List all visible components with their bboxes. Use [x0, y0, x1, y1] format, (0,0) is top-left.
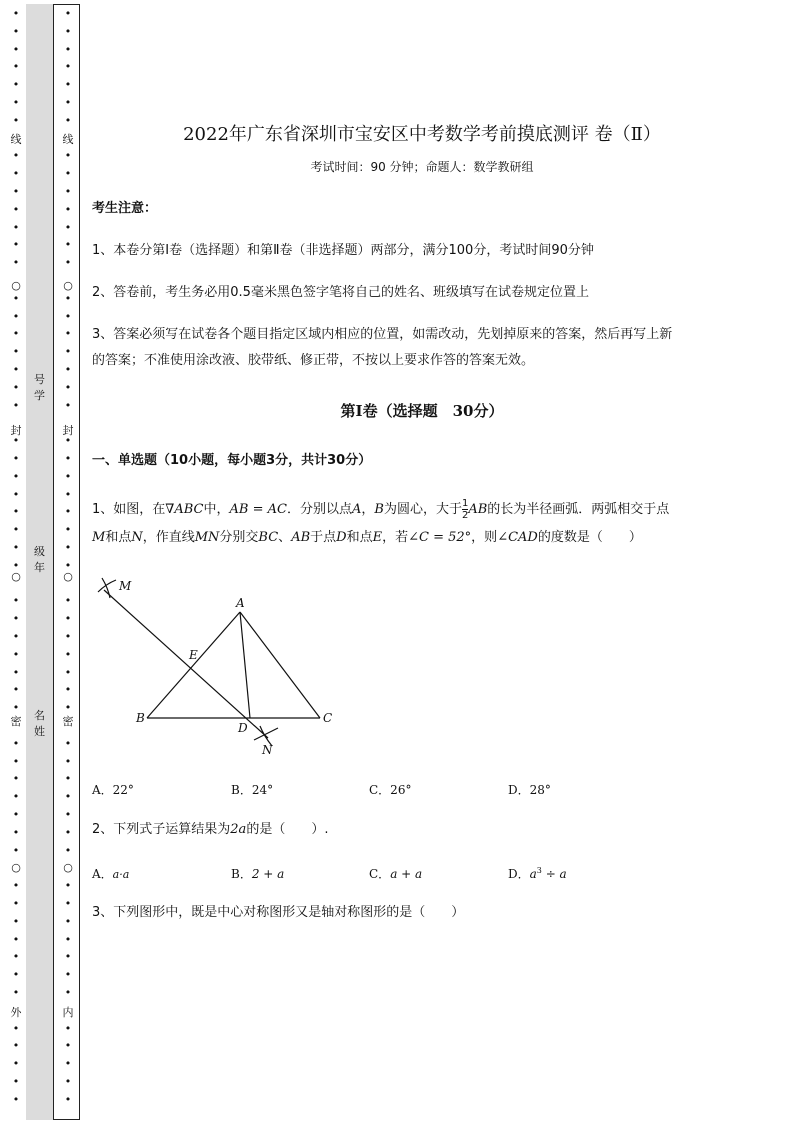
binding-dot: • [12, 683, 20, 697]
binding-dot: • [64, 469, 72, 483]
binding-dot: • [12, 772, 20, 786]
binding-dot: • [12, 469, 20, 483]
question-3: 3、下列图形中，既是中心对称图形又是轴对称图形的是（ ） [92, 905, 465, 920]
binding-dot: • [64, 487, 72, 501]
binding-dot: • [64, 736, 72, 750]
binding-dot: • [64, 309, 72, 323]
side-ac [240, 612, 320, 718]
binding-dot: • [12, 487, 20, 501]
binding-dot: • [12, 24, 20, 38]
notice-heading: 考生注意： [92, 201, 158, 216]
q1-option-d[interactable]: D．28° [508, 783, 551, 797]
binding-dot: • [64, 60, 72, 74]
binding-dot: • [64, 256, 72, 270]
binding-dot: • [12, 185, 20, 198]
binding-dot: • [12, 309, 20, 323]
binding-dot: • [12, 238, 20, 252]
binding-dot: • [12, 149, 20, 163]
binding-dot: • [64, 558, 72, 572]
question-1 [92, 496, 752, 552]
binding-dot: • [12, 78, 20, 92]
binding-dot: • [12, 558, 20, 572]
binding-dot: • [12, 113, 20, 127]
binding-label: 密 [62, 715, 74, 728]
q2-option-a[interactable]: A．a·a [92, 867, 130, 881]
binding-dot: • [64, 220, 72, 234]
binding-dot: • [64, 1057, 72, 1071]
binding-dot: • [64, 434, 72, 448]
inner-dotted-column [58, 0, 78, 1123]
binding-label: 外 [10, 1006, 22, 1019]
arc-m-1 [98, 580, 116, 592]
notice-item-3 [92, 322, 752, 374]
binding-circle: ○ [63, 279, 73, 292]
binding-dot: • [12, 167, 20, 181]
binding-dot: • [64, 202, 72, 216]
binding-dot: • [12, 434, 20, 448]
binding-dot: • [64, 790, 72, 804]
binding-label: 密 [10, 715, 22, 728]
binding-dot: • [64, 897, 72, 910]
binding-dot: • [64, 1039, 72, 1053]
binding-dot: • [64, 1075, 72, 1088]
label-b: B [136, 711, 145, 725]
binding-margin [0, 0, 82, 1123]
binding-dot: • [64, 96, 72, 109]
q2-option-d[interactable]: D．$a^3 \div a$ [508, 866, 567, 881]
binding-dot: • [64, 754, 72, 768]
binding-dot: • [12, 914, 20, 928]
binding-dot: • [12, 665, 20, 679]
binding-dot: • [64, 505, 72, 519]
binding-label: 线 [10, 133, 22, 146]
binding-dot: • [64, 647, 72, 661]
binding-dot: • [12, 897, 20, 910]
binding-label: 封 [10, 424, 22, 437]
binding-dot: • [64, 914, 72, 928]
binding-dot: • [12, 505, 20, 519]
binding-dot: • [64, 380, 72, 394]
binding-dot: • [64, 986, 72, 999]
binding-circle: ○ [63, 570, 73, 583]
label-a: A [236, 596, 245, 610]
binding-dot: • [64, 167, 72, 181]
binding-dot: • [12, 986, 20, 999]
binding-dot: • [64, 238, 72, 252]
side-ab [147, 612, 240, 718]
binding-dot: • [64, 42, 72, 56]
binding-dot: • [12, 363, 20, 376]
q2-option-b[interactable]: B．2 + a [231, 867, 285, 881]
line-mn [104, 590, 268, 738]
binding-dot: • [12, 594, 20, 608]
binding-dot: • [12, 1092, 20, 1106]
binding-dot: • [12, 932, 20, 946]
binding-dot: • [12, 380, 20, 394]
binding-dot: • [12, 1021, 20, 1035]
binding-dot: • [12, 630, 20, 643]
binding-dot: • [64, 24, 72, 38]
binding-circle: ○ [11, 279, 21, 292]
binding-circle: ○ [11, 861, 21, 874]
binding-dot: • [12, 879, 20, 893]
binding-dot: • [64, 612, 72, 626]
binding-dot: • [12, 790, 20, 804]
binding-dot: • [64, 149, 72, 163]
q1-option-a[interactable]: A．22° [92, 783, 134, 797]
page-title: 2022年广东省深圳市宝安区中考数学考前摸底测评 卷（Ⅱ） [183, 124, 661, 145]
binding-dot: • [12, 256, 20, 270]
binding-dot: • [12, 701, 20, 715]
binding-dot: • [64, 113, 72, 127]
triangle-figure [92, 570, 352, 760]
grade-field-label: 级 年 [34, 545, 45, 574]
binding-dot: • [12, 541, 20, 554]
binding-dot: • [64, 825, 72, 839]
binding-dot: • [64, 594, 72, 608]
q1-option-b[interactable]: B．24° [231, 783, 274, 797]
binding-dot: • [64, 1092, 72, 1106]
binding-dot: • [64, 772, 72, 786]
binding-dot: • [12, 1057, 20, 1071]
binding-dot: • [12, 968, 20, 982]
binding-dot: • [64, 541, 72, 554]
binding-circle: ○ [63, 861, 73, 874]
binding-label: 内 [62, 1006, 74, 1019]
binding-label: 线 [62, 133, 74, 146]
binding-dot: • [12, 42, 20, 56]
binding-dot: • [12, 202, 20, 216]
q1-option-c[interactable]: C．26° [369, 783, 412, 797]
binding-dot: • [12, 60, 20, 74]
binding-dot: • [64, 843, 72, 857]
binding-dot: • [64, 452, 72, 465]
binding-dot: • [64, 968, 72, 982]
binding-label: 封 [62, 424, 74, 437]
binding-dot: • [64, 78, 72, 92]
binding-dot: • [12, 612, 20, 626]
binding-dot: • [64, 345, 72, 359]
binding-dot: • [12, 1075, 20, 1088]
binding-dot: • [64, 701, 72, 715]
binding-dot: • [64, 291, 72, 305]
name-field-label: 名 姓 [34, 709, 45, 738]
binding-dot: • [12, 754, 20, 768]
page-subtitle: 考试时间：90 分钟；命题人：数学教研组 [310, 160, 534, 174]
section-title: 第Ⅰ卷（选择题 30分） [340, 402, 504, 420]
binding-dot: • [12, 7, 20, 20]
outer-dotted-column [6, 0, 26, 1123]
question-1-line-1: 1、如图，在∇ABC中，AB = AC．分别以点A，B为圆心，大于 $\frac{1}{2}$ AB的长为半径画弧．两弧相交于点 [92, 498, 670, 521]
binding-dot: • [12, 327, 20, 341]
binding-dot: • [64, 932, 72, 946]
student-id-field-label: 号 学 [34, 373, 45, 402]
notice-item-3-line-1: 3、答案必须写在试卷各个题目指定区域内相应的位置，如需改动，先划掉原来的答案，然后再写上新 [92, 327, 673, 342]
binding-dot: • [64, 185, 72, 198]
q2-option-c[interactable]: C．a + a [369, 867, 423, 881]
binding-dot: • [64, 7, 72, 20]
binding-dot: • [64, 398, 72, 412]
binding-dot: • [64, 523, 72, 537]
binding-dot: • [12, 398, 20, 412]
binding-dot: • [12, 345, 20, 359]
binding-dot: • [12, 452, 20, 465]
label-c: C [323, 711, 333, 725]
label-m: M [119, 579, 132, 593]
binding-dot: • [12, 736, 20, 750]
notice-item-3-line-2: 的答案；不准使用涂改液、胶带纸、修正带，不按以上要求作答的答案无效。 [92, 353, 535, 368]
binding-dot: • [12, 843, 20, 857]
binding-circle: ○ [11, 570, 21, 583]
label-e: E [189, 648, 198, 662]
notice-item-1: 1、本卷分第Ⅰ卷（选择题）和第Ⅱ卷（非选择题）两部分，满分100分，考试时间90分钟 [92, 243, 594, 258]
label-n: N [262, 743, 273, 757]
binding-dot: • [64, 683, 72, 697]
binding-dot: • [12, 96, 20, 109]
fraction-half: $\frac{1}{2}$ [461, 498, 469, 521]
binding-dot: • [12, 523, 20, 537]
part-heading: 一、单选题（10小题，每小题3分，共计30分） [92, 453, 372, 468]
binding-dot: • [12, 825, 20, 839]
binding-dot: • [12, 647, 20, 661]
binding-dot: • [64, 665, 72, 679]
binding-dot: • [64, 950, 72, 964]
notice-item-2: 2、答卷前，考生务必用0.5毫米黑色签字笔将自己的姓名、班级填写在试卷规定位置上 [92, 285, 589, 300]
binding-dot: • [64, 879, 72, 893]
binding-dot: • [64, 363, 72, 376]
binding-dot: • [12, 950, 20, 964]
binding-dot: • [64, 327, 72, 341]
binding-dot: • [12, 291, 20, 305]
binding-dot: • [12, 220, 20, 234]
binding-dot: • [12, 1039, 20, 1053]
question-2: 2、下列式子运算结果为2a的是（ ）. [92, 822, 329, 837]
segment-ad [240, 612, 250, 718]
binding-dot: • [64, 630, 72, 643]
binding-dot: • [64, 808, 72, 821]
label-d: D [238, 721, 248, 735]
binding-dot: • [64, 1021, 72, 1035]
binding-dot: • [12, 808, 20, 821]
question-1-line-2: M和点N，作直线MN分别交BC、AB于点D和点E，若∠C = 52°，则∠CAD的度数是（ ） [92, 530, 642, 545]
